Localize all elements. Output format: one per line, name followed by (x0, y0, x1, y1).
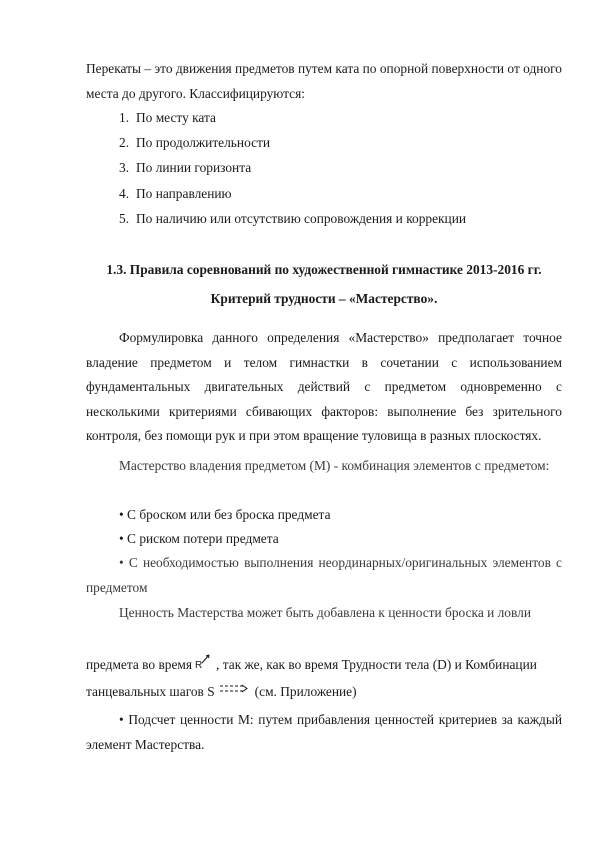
list-item-label: По линии горизонта (136, 160, 252, 176)
list-number: 2. (119, 135, 130, 151)
value-line-r (86, 651, 562, 677)
list-number: 3. (119, 160, 130, 176)
value-line-s (86, 680, 562, 704)
list-number: 4. (119, 185, 130, 201)
bullet-item: • С необходимостью выполнения неординарных/оригинальных элементов с предметом (86, 555, 562, 595)
list-item (119, 182, 466, 207)
list-number: 5. (119, 210, 130, 226)
list-item (119, 131, 466, 156)
calc-paragraph: • Подсчет ценности М: путем прибавления ценностей критериев за каждый элемент Мастерства. (86, 712, 562, 752)
list-item-label: По продолжительности (136, 135, 271, 151)
section-heading: 1.3. Правила соревнований по художественной гимнастике 2013-2016 гг. (106, 262, 542, 277)
value-paragraph: Ценность Мастерства может быть добавлена к ценности броска и ловли (119, 605, 531, 620)
bullet-item: • С риском потери предмета (119, 531, 279, 546)
list-item-label: По направлению (136, 185, 232, 201)
value-line-s-after: (см. Приложение) (254, 684, 357, 699)
list-item (119, 207, 466, 232)
bullet-item: • С броском или без броска предмета (119, 507, 331, 522)
value-line-r-after: , так же, как во время Трудности тела (D) и Комбинации (216, 657, 537, 672)
list-item (119, 106, 466, 131)
r-symbol-letter: R (195, 660, 203, 671)
intro-paragraph: Перекаты – это движения предметов путем ката по опорной поверхности от одного места до другого. Классифицируются: (86, 61, 562, 101)
list-item (119, 156, 466, 181)
section-subheading: Критерий трудности – «Мастерство». (210, 291, 438, 306)
mastery-paragraph: Мастерство владения предметом (М) - комбинация элементов с предметом: (119, 458, 550, 473)
list-item-label: По наличию или отсутствию сопровождения и коррекции (136, 210, 467, 226)
definition-paragraph: Формулировка данного определения «Мастерство» предполагает точное владение предметом и телом гимнастки в сочетании с использованием фундаментальных двигательных действий с предметом одновременно с несколькими критериями сбивающих факторов: выполнение без зрительного контроля, без помощи рук и при этом вращение туловища в разных плоскостях. (86, 330, 562, 443)
risk-arrow-icon (194, 651, 214, 671)
list-number: 1. (119, 110, 130, 125)
value-line-s-before: танцевальных шагов S (86, 684, 215, 699)
value-line-r-before: предмета во время (86, 657, 193, 672)
dashed-arrow-icon (219, 682, 249, 696)
list-item-label: По месту ката (136, 110, 216, 125)
classification-list (119, 106, 466, 232)
